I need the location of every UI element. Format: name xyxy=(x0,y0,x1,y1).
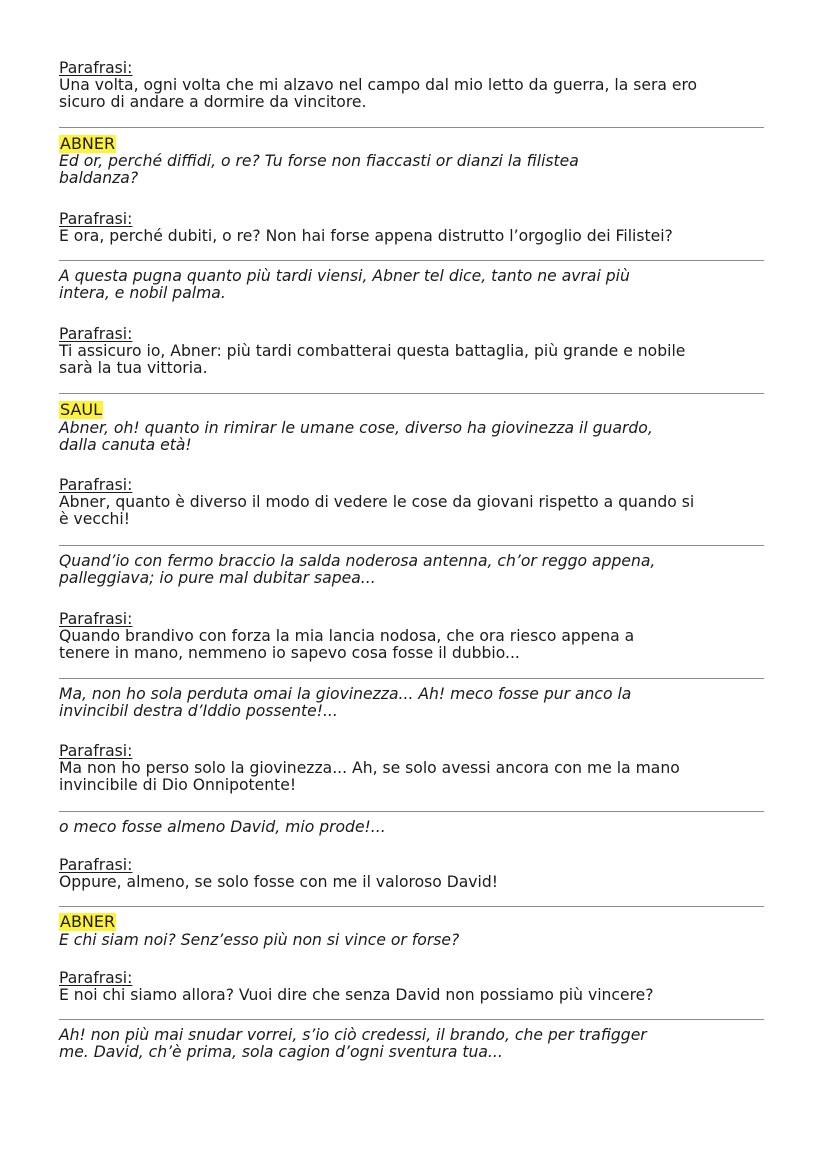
paraphrase-line: Ti assicuro io, Abner: più tardi combatterai questa battaglia, più grande e nobile xyxy=(59,342,686,360)
speaker-name: ABNER xyxy=(60,134,116,153)
paraphrase-line: tenere in mano, nemmeno io sapevo cosa fosse il dubbio... xyxy=(59,644,520,662)
divider xyxy=(59,678,764,679)
divider xyxy=(59,260,764,261)
paraphrase-block xyxy=(59,743,771,794)
paraphrase-label: Parafrasi: xyxy=(59,610,133,628)
paraphrase-line: Quando brandivo con forza la mia lancia nodosa, che ora riesco appena a xyxy=(59,627,635,645)
paraphrase-label: Parafrasi: xyxy=(59,969,133,987)
paraphrase-label: Parafrasi: xyxy=(59,325,133,343)
paraphrase-block xyxy=(59,477,771,528)
divider xyxy=(59,906,764,907)
paraphrase-line: è vecchi! xyxy=(59,510,130,528)
verse-line: Ah! non più mai snudar vorrei, s’io ciò credessi, il brando, che per trafigger xyxy=(59,1026,647,1044)
speaker-name: ABNER xyxy=(60,912,116,931)
verse-line: invincibil destra d’Iddio possente!... xyxy=(59,702,338,720)
verse-line: Ed or, perché diffidi, o re? Tu forse non fiaccasti or dianzi la filistea xyxy=(59,152,579,170)
verse-block xyxy=(59,686,771,720)
paraphrase-label: Parafrasi: xyxy=(59,476,133,494)
paraphrase-line: Ma non ho perso solo la giovinezza... Ah, se solo avessi ancora con me la mano xyxy=(59,759,680,777)
verse-line: Ma, non ho sola perduta omai la giovinezza... Ah! meco fosse pur anco la xyxy=(59,685,632,703)
verse-line: palleggiava; io pure mal dubitar sapea... xyxy=(59,569,376,587)
verse-line: Quand’io con fermo braccio la salda noderosa antenna, ch’or reggo appena, xyxy=(59,552,656,570)
paraphrase-block xyxy=(59,60,771,111)
paraphrase-block xyxy=(59,211,771,245)
verse-line: me. David, ch’è prima, sola cagion d’ogni sventura tua... xyxy=(59,1043,503,1061)
verse-block xyxy=(59,553,771,587)
speaker-block xyxy=(59,400,771,419)
paraphrase-label: Parafrasi: xyxy=(59,856,133,874)
paraphrase-label: Parafrasi: xyxy=(59,742,133,760)
paraphrase-line: Oppure, almeno, se solo fosse con me il valoroso David! xyxy=(59,873,499,891)
verse-block xyxy=(59,268,771,302)
paraphrase-label: Parafrasi: xyxy=(59,210,133,228)
divider xyxy=(59,127,764,128)
verse-line: baldanza? xyxy=(59,169,139,187)
verse-line: dalla canuta età! xyxy=(59,436,192,454)
speaker-block xyxy=(59,912,771,931)
paraphrase-line: Una volta, ogni volta che mi alzavo nel campo dal mio letto da guerra, la sera ero xyxy=(59,76,698,94)
paraphrase-line: Abner, quanto è diverso il modo di vedere le cose da giovani rispetto a quando si xyxy=(59,493,695,511)
verse-line: A questa pugna quanto più tardi viensi, Abner tel dice, tanto ne avrai più xyxy=(59,267,630,285)
divider xyxy=(59,545,764,546)
speaker-block xyxy=(59,134,771,153)
verse-line: intera, e nobil palma. xyxy=(59,284,226,302)
verse-line: E chi siam noi? Senz’esso più non si vince or forse? xyxy=(59,931,460,949)
verse-block xyxy=(59,819,771,836)
paraphrase-block xyxy=(59,326,771,377)
paraphrase-label: Parafrasi: xyxy=(59,59,133,77)
divider xyxy=(59,811,764,812)
speaker-name: SAUL xyxy=(60,400,103,419)
verse-block xyxy=(59,932,771,949)
paraphrase-line: E ora, perché dubiti, o re? Non hai forse appena distrutto l’orgoglio dei Filistei? xyxy=(59,227,673,245)
verse-block xyxy=(59,1027,771,1061)
verse-block xyxy=(59,153,771,187)
divider xyxy=(59,1019,764,1020)
paraphrase-line: sicuro di andare a dormire da vincitore. xyxy=(59,93,367,111)
verse-line: o meco fosse almeno David, mio prode!... xyxy=(59,818,386,836)
paraphrase-line: sarà la tua vittoria. xyxy=(59,359,208,377)
divider xyxy=(59,393,764,394)
verse-line: Abner, oh! quanto in rimirar le umane cose, diverso ha giovinezza il guardo, xyxy=(59,419,653,437)
paraphrase-block xyxy=(59,970,771,1004)
paraphrase-block xyxy=(59,857,771,891)
paraphrase-line: invincibile di Dio Onnipotente! xyxy=(59,776,297,794)
verse-block xyxy=(59,420,771,454)
paraphrase-line: E noi chi siamo allora? Vuoi dire che senza David non possiamo più vincere? xyxy=(59,986,654,1004)
paraphrase-block xyxy=(59,611,771,662)
